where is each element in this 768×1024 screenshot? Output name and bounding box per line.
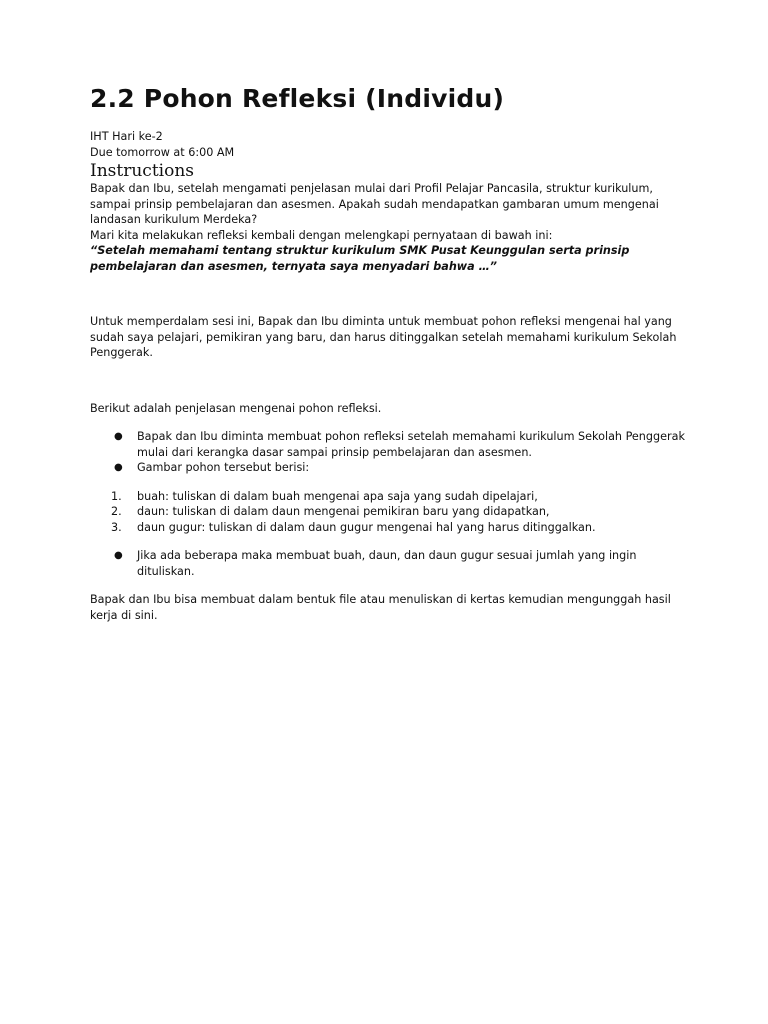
due-date: Due tomorrow at 6:00 AM xyxy=(90,145,235,159)
reflection-quote: “Setelah memahami tentang struktur kurikulum SMK Pusat Keunggulan serta prinsip pembelajaran dan asesmen, ternyata saya menyadari bahwa …” xyxy=(90,244,630,273)
list-item-text: Bapak dan Ibu diminta membuat pohon refleksi setelah memahami kurikulum Sekolah Penggerak mulai dari kerangka dasar sampai prinsip pembelajaran dan asesmen. xyxy=(137,430,685,459)
list-item-text: Gambar pohon tersebut berisi: xyxy=(137,461,310,474)
list-item-text: buah: tuliskan di dalam buah mengenai apa saja yang sudah dipelajari, xyxy=(137,489,538,503)
intro-paragraph: Bapak dan Ibu, setelah mengamati penjelasan mulai dari Profil Pelajar Pancasila, struktur kurikulum, sampai prinsip pembelajaran dan asesmen. Apakah sudah mendapatkan gambaran umum mengenai landasan kurikulum Merdeka? xyxy=(90,182,659,226)
instructions-body xyxy=(90,181,690,623)
assignment-title: 2.2 Pohon Refleksi (Individu) xyxy=(90,84,505,113)
list-item xyxy=(90,460,690,476)
bullet-icon: ● xyxy=(114,431,123,442)
list-item xyxy=(90,504,690,520)
bullet-list-secondary xyxy=(90,548,690,579)
assignment-meta xyxy=(90,129,690,160)
list-item-text: daun: tuliskan di dalam daun mengenai pemikiran baru yang didapatkan, xyxy=(137,505,550,518)
list-item xyxy=(90,489,690,505)
bullet-list xyxy=(90,429,690,476)
explanation-intro: Berikut adalah penjelasan mengenai pohon refleksi. xyxy=(90,401,382,415)
numbered-list xyxy=(90,489,690,536)
reflect-prompt: Mari kita melakukan refleksi kembali dengan melengkapi pernyataan di bawah ini: xyxy=(90,228,553,242)
list-item xyxy=(90,520,690,536)
deepen-paragraph: Untuk memperdalam sesi ini, Bapak dan Ibu diminta untuk membuat pohon refleksi mengenai hal yang sudah saya pelajari, pemikiran yang baru, dan harus ditinggalkan setelah memahami kurikulum Sekolah Penggerak. xyxy=(90,315,677,359)
closing-paragraph: Bapak dan Ibu bisa membuat dalam bentuk file atau menuliskan di kertas kemudian mengunggah hasil kerja di sini. xyxy=(90,593,671,622)
list-item xyxy=(90,548,690,579)
instructions-heading: Instructions xyxy=(90,161,194,181)
list-number: 3. xyxy=(111,520,122,534)
list-number: 1. xyxy=(111,489,122,503)
assignment-page xyxy=(90,82,690,623)
list-item-text: Jika ada beberapa maka membuat buah, daun, dan daun gugur sesuai jumlah yang ingin dituliskan. xyxy=(137,549,637,578)
course-label: IHT Hari ke-2 xyxy=(90,130,163,143)
bullet-icon: ● xyxy=(114,550,123,561)
list-number: 2. xyxy=(111,505,122,518)
list-item-text: daun gugur: tuliskan di dalam daun gugur mengenai hal yang harus ditinggalkan. xyxy=(137,520,596,534)
bullet-icon: ● xyxy=(114,462,123,473)
list-item xyxy=(90,429,690,460)
